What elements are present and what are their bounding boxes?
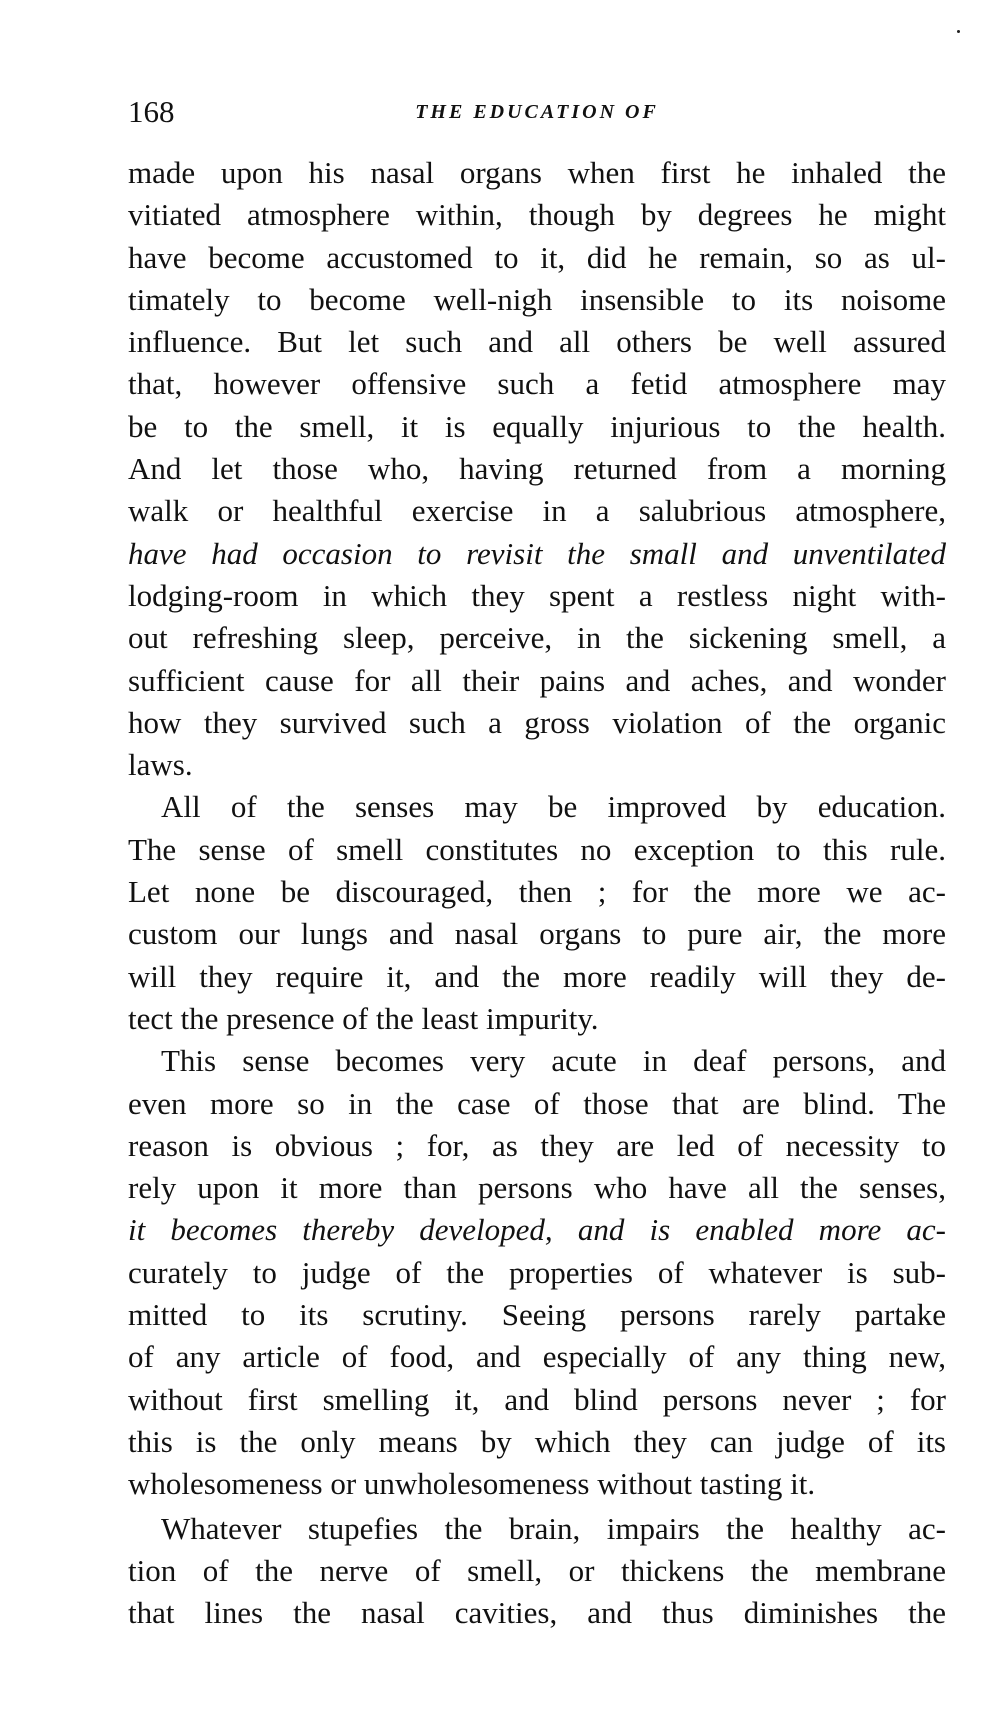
text-line: And let those who, having returned from a morning [128, 451, 946, 487]
text-line: All of the senses may be improved by education. [161, 789, 946, 825]
text-line: that lines the nasal cavities, and thus diminishes the [128, 1595, 946, 1631]
print-speck [957, 30, 960, 33]
text-line: it becomes thereby developed, and is enabled more ac- [128, 1212, 946, 1248]
text-line: The sense of smell constitutes no exception to this rule. [128, 831, 946, 867]
text-line: vitiated atmosphere within, though by degrees he might [128, 197, 946, 233]
text-line: out refreshing sleep, perceive, in the sickening smell, a [128, 620, 946, 656]
text-line: lodging-room in which they spent a restless night with- [128, 577, 946, 613]
running-head [128, 92, 946, 132]
text-line: how they survived such a gross violation of the organic [128, 704, 946, 740]
text-line: have had occasion to revisit the small and unventilated [128, 535, 946, 571]
page-number: 168 [128, 94, 175, 129]
text-line: will they require it, and the more readily will they de- [128, 958, 946, 994]
text-line: that, however offensive such a fetid atmosphere may [128, 366, 946, 402]
text-line: of any article of food, and especially of any thing new, [128, 1339, 946, 1375]
text-line: tion of the nerve of smell, or thickens the membrane [128, 1552, 946, 1588]
text-line: curately to judge of the properties of whatever is sub- [128, 1254, 946, 1290]
text-line: even more so in the case of those that are blind. The [128, 1085, 946, 1121]
page-body [128, 152, 946, 1634]
text-line: rely upon it more than persons who have all the senses, [128, 1170, 946, 1206]
text-line: custom our lungs and nasal organs to pure air, the more [128, 916, 946, 952]
text-line: made upon his nasal organs when first he inhaled the [128, 155, 946, 190]
text-line: sufficient cause for all their pains and aches, and wonder [128, 662, 946, 698]
text-line: This sense becomes very acute in deaf persons, and [161, 1043, 946, 1079]
text-line: laws. [128, 747, 193, 783]
text-line: timately to become well-nigh insensible to its noisome [128, 281, 946, 317]
text-line: walk or healthful exercise in a salubrious atmosphere, [128, 493, 946, 529]
text-line: be to the smell, it is equally injurious to the health. [128, 408, 946, 444]
text-line: reason is obvious ; for, as they are led of necessity to [128, 1127, 946, 1163]
text-line: without first smelling it, and blind persons never ; for [128, 1381, 946, 1417]
text-line: mitted to its scrutiny. Seeing persons rarely partake [128, 1297, 946, 1333]
text-line: tect the presence of the least impurity. [128, 1000, 599, 1036]
text-line: Let none be discouraged, then ; for the more we ac- [128, 874, 946, 910]
text-line: wholesomeness or unwholesomeness without tasting it. [128, 1466, 816, 1502]
text-line: Whatever stupefies the brain, impairs the healthy ac- [161, 1510, 946, 1546]
text-line: have become accustomed to it, did he remain, so as ul- [128, 239, 946, 275]
text-line: this is the only means by which they can judge of its [128, 1423, 946, 1459]
running-title: THE EDUCATION OF [415, 101, 659, 123]
text-line: influence. But let such and all others be well assured [128, 324, 946, 360]
